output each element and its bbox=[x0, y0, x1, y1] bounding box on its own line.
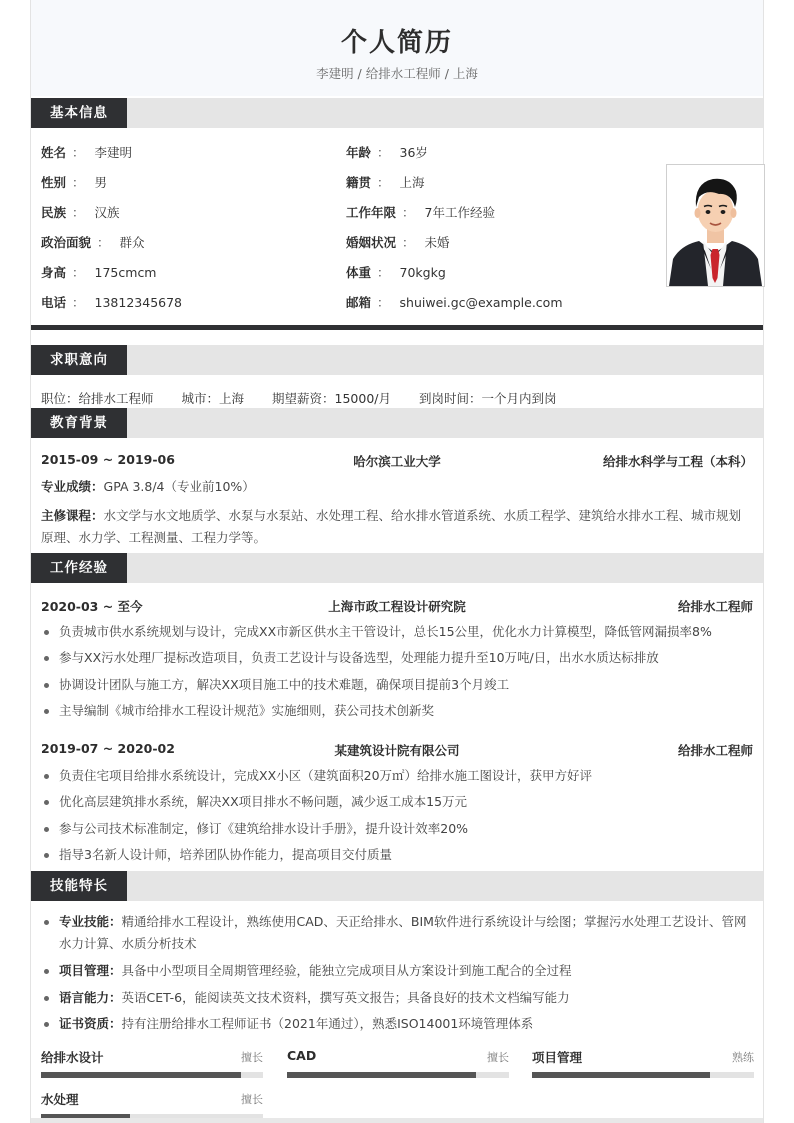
section-education bbox=[31, 408, 763, 438]
skill-bar bbox=[41, 1048, 263, 1078]
bullet-dot-icon bbox=[44, 683, 49, 688]
skill-item-label: 语言能力： bbox=[59, 990, 122, 1005]
bullet-dot-icon bbox=[44, 1022, 49, 1027]
info-value: 汉族 bbox=[94, 205, 120, 220]
section-skills bbox=[31, 871, 763, 901]
info-label: 姓名 bbox=[41, 145, 67, 160]
info-value: 13812345678 bbox=[94, 295, 183, 310]
bullet-dot-icon bbox=[44, 920, 49, 925]
job-duty-text: 优化高层建筑排水系统，解决XX项目排水不畅问题，减少返工成本15万元 bbox=[59, 794, 468, 809]
skill-item bbox=[41, 987, 753, 1009]
bullet-dot-icon bbox=[44, 630, 49, 635]
info-label: 邮箱 bbox=[346, 295, 372, 310]
education-school: 哈尔滨工业大学 bbox=[353, 454, 441, 469]
skill-item-label: 证书资质： bbox=[59, 1016, 122, 1031]
skill-bar-track bbox=[287, 1072, 509, 1078]
info-phone bbox=[41, 293, 182, 311]
section-basic-info bbox=[31, 98, 763, 128]
intent-position: 职位：给排水工程师 bbox=[41, 391, 154, 406]
job-company: 某建筑设计院有限公司 bbox=[334, 743, 460, 758]
education-gpa bbox=[41, 476, 753, 498]
job-duty-text: 协调设计团队与施工方，解决XX项目施工中的技术难题，确保项目提前3个月竣工 bbox=[59, 677, 510, 692]
job-company: 上海市政工程设计研究院 bbox=[328, 599, 466, 614]
job-duty-text: 指导3名新人设计师，培养团队协作能力，提高项目交付质量 bbox=[59, 847, 392, 862]
skill-bar-name: CAD bbox=[287, 1048, 317, 1063]
resume-header bbox=[31, 0, 763, 96]
info-label: 工作年限 bbox=[346, 205, 397, 220]
info-name bbox=[41, 143, 132, 161]
job-duty-item bbox=[41, 818, 753, 840]
section-title-education: 教育背景 bbox=[31, 408, 127, 438]
avatar-illustration bbox=[667, 165, 764, 286]
skill-bar-track bbox=[532, 1072, 754, 1078]
courses-value: 水文学与水文地质学、水泵与水泵站、水处理工程、给水排水管道系统、水质工程学、建筑给水排水工程、城市规划原理、水力学、工程测量、工程力学等。 bbox=[41, 508, 742, 545]
skill-bar-name: 项目管理 bbox=[532, 1050, 583, 1065]
intent-city: 城市：上海 bbox=[181, 391, 245, 406]
info-weight bbox=[346, 263, 446, 281]
skill-bar-fill bbox=[287, 1072, 476, 1078]
info-ethnicity bbox=[41, 203, 120, 221]
intent-arrival: 到岗时间：一个月内到岗 bbox=[419, 391, 557, 406]
job-duty-item bbox=[41, 700, 753, 722]
bullet-dot-icon bbox=[44, 853, 49, 858]
info-value: 上海 bbox=[399, 175, 425, 190]
job-duty-item bbox=[41, 765, 753, 787]
skill-bar-track bbox=[41, 1072, 263, 1078]
info-separator: ： bbox=[72, 145, 85, 160]
info-value: 175cmcm bbox=[94, 265, 157, 280]
info-email bbox=[346, 293, 563, 311]
skill-item-text: 精通给排水工程设计，熟练使用CAD、天正给排水、BIM软件进行系统设计与绘图；掌握污水处理工艺设计、管网水力计算、水质分析技术 bbox=[59, 914, 747, 951]
info-political-status bbox=[41, 233, 145, 251]
section-title-job-intent: 求职意向 bbox=[31, 345, 127, 375]
skill-bar-level: 擅长 bbox=[241, 1093, 263, 1106]
skill-bar-level: 擅长 bbox=[487, 1051, 509, 1064]
bullet-dot-icon bbox=[44, 969, 49, 974]
info-value: 7年工作经验 bbox=[424, 205, 495, 220]
gpa-value: GPA 3.8/4（专业前10%） bbox=[103, 479, 255, 494]
job-duty-text: 参与公司技术标准制定，修订《建筑给排水设计手册》，提升设计效率20% bbox=[59, 821, 469, 836]
info-value: 男 bbox=[94, 175, 108, 190]
info-value: 群众 bbox=[119, 235, 145, 250]
skill-item bbox=[41, 911, 753, 955]
info-separator: ： bbox=[377, 175, 390, 190]
info-separator: ： bbox=[402, 205, 415, 220]
skill-bar-level: 擅长 bbox=[241, 1051, 263, 1064]
info-gender bbox=[41, 173, 107, 191]
info-value: 36岁 bbox=[399, 145, 428, 160]
info-value: 李建明 bbox=[94, 145, 133, 160]
job-duty-item bbox=[41, 674, 753, 696]
education-courses bbox=[41, 505, 753, 549]
section-divider bbox=[31, 325, 763, 330]
skill-item-label: 项目管理： bbox=[59, 963, 122, 978]
info-value: 未婚 bbox=[424, 235, 450, 250]
gpa-label: 专业成绩： bbox=[41, 479, 104, 494]
bullet-dot-icon bbox=[44, 996, 49, 1001]
info-separator: ： bbox=[97, 235, 110, 250]
info-separator: ： bbox=[72, 295, 85, 310]
profile-photo bbox=[666, 164, 765, 287]
job-duty-text: 主导编制《城市给排水工程设计规范》实施细则，获公司技术创新奖 bbox=[59, 703, 435, 718]
skill-bar-fill bbox=[532, 1072, 710, 1078]
info-separator: ： bbox=[72, 175, 85, 190]
bullet-dot-icon bbox=[44, 774, 49, 779]
skill-bar-level: 熟练 bbox=[732, 1051, 754, 1064]
education-period: 2015-09 ~ 2019-06 bbox=[41, 452, 175, 467]
job-intent-line bbox=[41, 389, 585, 407]
info-label: 体重 bbox=[346, 265, 372, 280]
skill-bar-fill bbox=[41, 1072, 241, 1078]
info-separator: ： bbox=[402, 235, 415, 250]
bullet-dot-icon bbox=[44, 709, 49, 714]
section-title-basic-info: 基本信息 bbox=[31, 98, 127, 128]
bullet-dot-icon bbox=[44, 800, 49, 805]
job-duty-item bbox=[41, 791, 753, 813]
job-header-row bbox=[41, 741, 753, 759]
bottom-edge bbox=[31, 1118, 763, 1123]
job-period: 2020-03 ~ 至今 bbox=[41, 599, 143, 614]
info-value: shuiwei.gc@example.com bbox=[399, 295, 563, 310]
skill-bar bbox=[532, 1048, 754, 1078]
section-work-experience bbox=[31, 553, 763, 583]
bullet-dot-icon bbox=[44, 656, 49, 661]
intent-salary: 期望薪资：15000/月 bbox=[272, 391, 392, 406]
info-hometown bbox=[346, 173, 425, 191]
job-duty-text: 负责城市供水系统规划与设计，完成XX市新区供水主干管设计，总长15公里，优化水力计算模型，降低管网漏损率8% bbox=[59, 624, 712, 639]
info-label: 籍贯 bbox=[346, 175, 372, 190]
job-role: 给排水工程师 bbox=[677, 743, 753, 758]
skill-item-text: 英语CET-6，能阅读英文技术资料，撰写英文报告；具备良好的技术文档编写能力 bbox=[121, 990, 570, 1005]
job-duty-item bbox=[41, 844, 753, 866]
info-separator: ： bbox=[377, 265, 390, 280]
skill-item-label: 专业技能： bbox=[59, 914, 122, 929]
section-job-intent bbox=[31, 345, 763, 375]
page-subtitle: 李建明 / 给排水工程师 / 上海 bbox=[316, 66, 478, 81]
skill-bar-name: 给排水设计 bbox=[41, 1050, 104, 1065]
info-label: 民族 bbox=[41, 205, 67, 220]
info-separator: ： bbox=[377, 145, 390, 160]
skill-item-text: 持有注册给排水工程师证书（2021年通过），熟悉ISO14001环境管理体系 bbox=[121, 1016, 534, 1031]
info-work-years bbox=[346, 203, 495, 221]
info-age bbox=[346, 143, 428, 161]
education-major: 给排水科学与工程（本科） bbox=[602, 454, 753, 469]
skill-bar bbox=[287, 1048, 509, 1078]
courses-label: 主修课程： bbox=[41, 508, 104, 523]
job-duty-text: 参与XX污水处理厂提标改造项目，负责工艺设计与设备选型，处理能力提升至10万吨/日，出水水质达标排放 bbox=[59, 650, 659, 665]
education-header-row bbox=[41, 452, 753, 470]
job-duty-item bbox=[41, 647, 753, 669]
info-marital-status bbox=[346, 233, 450, 251]
skill-bar-name: 水处理 bbox=[41, 1092, 79, 1107]
page-title: 个人简历 bbox=[340, 28, 453, 58]
job-role: 给排水工程师 bbox=[677, 599, 753, 614]
info-separator: ： bbox=[377, 295, 390, 310]
job-duty-item bbox=[41, 621, 753, 643]
info-separator: ： bbox=[72, 205, 85, 220]
info-label: 年龄 bbox=[346, 145, 372, 160]
info-label: 身高 bbox=[41, 265, 67, 280]
job-period: 2019-07 ~ 2020-02 bbox=[41, 741, 175, 756]
skill-item bbox=[41, 960, 753, 982]
bullet-dot-icon bbox=[44, 827, 49, 832]
info-label: 政治面貌 bbox=[41, 235, 92, 250]
job-header-row bbox=[41, 597, 753, 615]
info-separator: ： bbox=[72, 265, 85, 280]
skill-item bbox=[41, 1013, 753, 1035]
info-label: 婚姻状况 bbox=[346, 235, 397, 250]
info-value: 70kgkg bbox=[399, 265, 446, 280]
section-title-work-experience: 工作经验 bbox=[31, 553, 127, 583]
info-height bbox=[41, 263, 157, 281]
skill-item-text: 具备中小型项目全周期管理经验，能独立完成项目从方案设计到施工配合的全过程 bbox=[121, 963, 572, 978]
skill-bar bbox=[41, 1090, 263, 1120]
section-title-skills: 技能特长 bbox=[31, 871, 127, 901]
job-duty-text: 负责住宅项目给排水系统设计，完成XX小区（建筑面积20万㎡）给排水施工图设计，获甲方好评 bbox=[59, 768, 593, 783]
info-label: 性别 bbox=[41, 175, 67, 190]
info-label: 电话 bbox=[41, 295, 67, 310]
